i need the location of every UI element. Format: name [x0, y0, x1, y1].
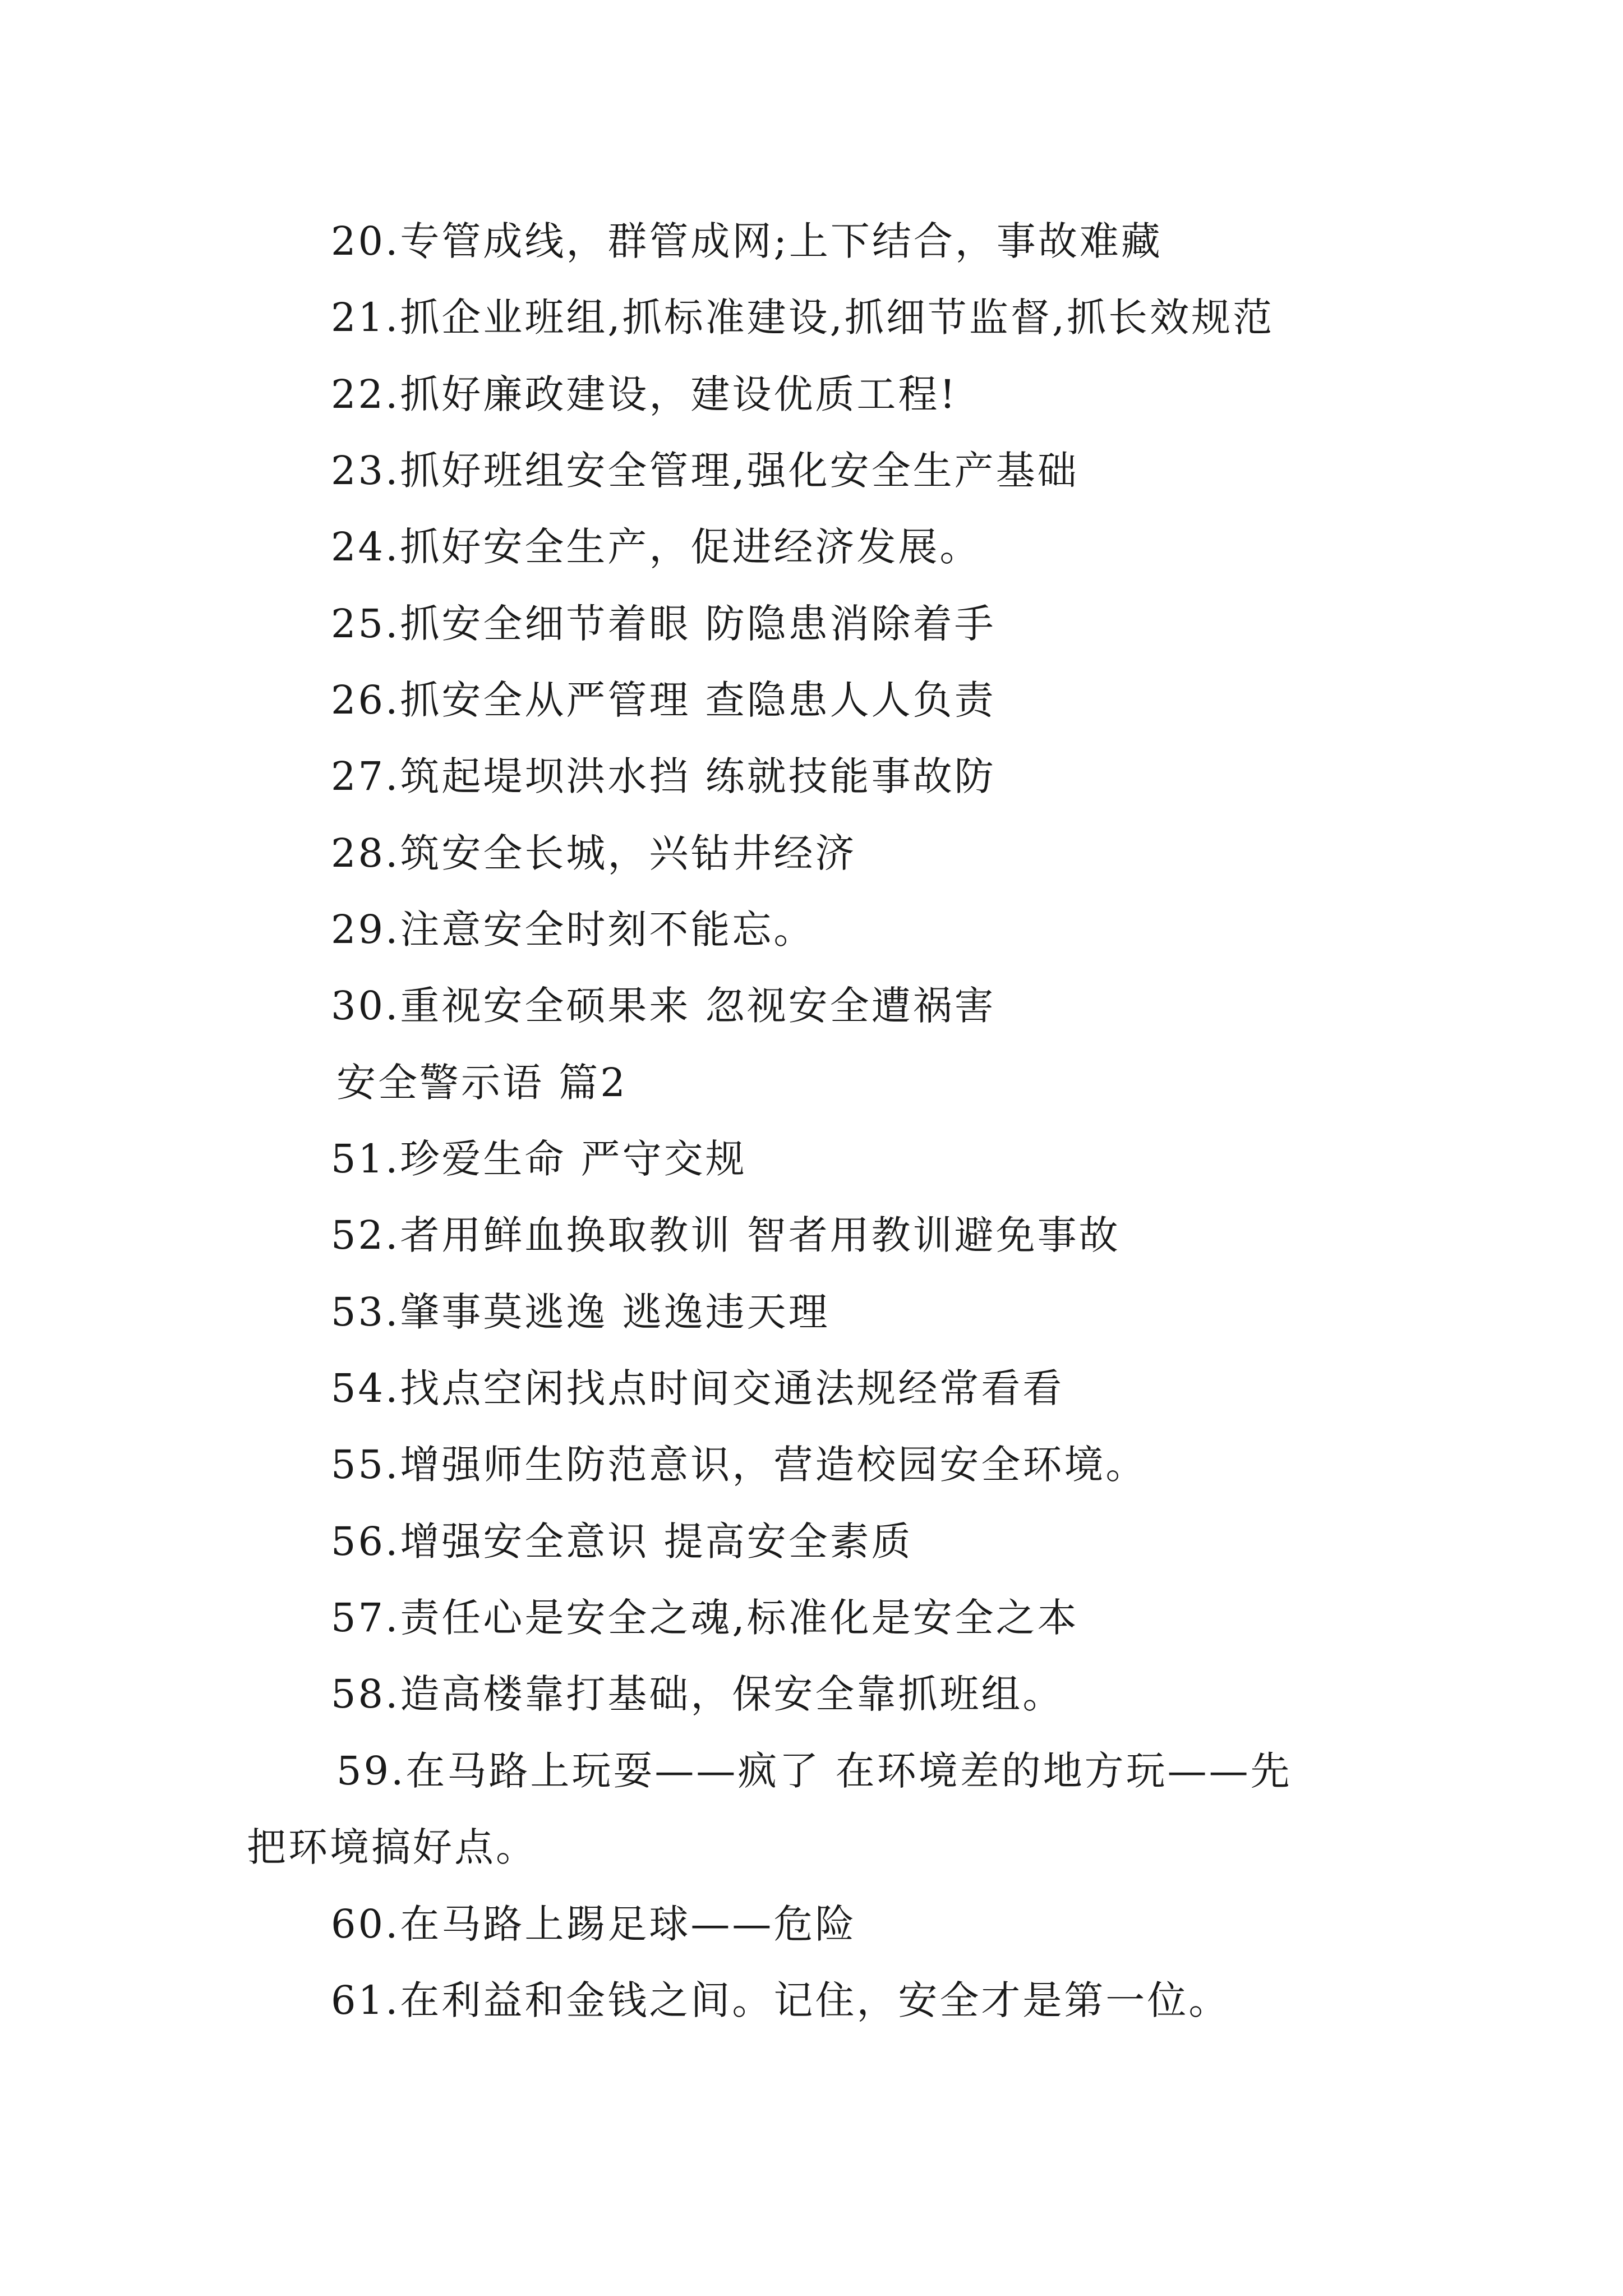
- slogan-line-20: 20.专管成线，群管成网;上下结合，事故难藏: [331, 218, 1163, 264]
- slogan-line-59-part1: 59.在马路上玩耍——疯了 在环境差的地方玩——先: [336, 1748, 1292, 1794]
- slogan-line-25: 25.抓安全细节着眼 防隐患消除着手: [331, 601, 996, 647]
- slogan-line-29: 29.注意安全时刻不能忘。: [331, 907, 815, 953]
- slogan-line-26: 26.抓安全从严管理 查隐患人人负责: [331, 677, 996, 723]
- slogan-line-23: 23.抓好班组安全管理,强化安全生产基础: [331, 448, 1079, 494]
- slogan-line-56: 56.增强安全意识 提高安全素质: [331, 1519, 913, 1565]
- slogan-line-55: 55.增强师生防范意识，营造校园安全环境。: [331, 1442, 1147, 1488]
- slogan-line-27: 27.筑起堤坝洪水挡 练就技能事故防: [331, 753, 996, 799]
- slogan-line-58: 58.造高楼靠打基础，保安全靠抓班组。: [331, 1671, 1064, 1717]
- slogan-line-54: 54.找点空闲找点时间交通法规经常看看: [331, 1365, 1064, 1411]
- slogan-line-59-part2: 把环境搞好点。: [247, 1824, 537, 1870]
- slogan-line-28: 28.筑安全长城，兴钻井经济: [331, 830, 857, 876]
- slogan-line-51: 51.珍爱生命 严守交规: [331, 1136, 747, 1182]
- slogan-line-61: 61.在利益和金钱之间。记住，安全才是第一位。: [331, 1977, 1230, 2023]
- slogan-line-24: 24.抓好安全生产，促进经济发展。: [331, 524, 981, 570]
- slogan-line-21: 21.抓企业班组,抓标准建设,抓细节监督,抓长效规范: [331, 295, 1275, 341]
- slogan-line-57: 57.责任心是安全之魂,标准化是安全之本: [331, 1595, 1079, 1641]
- slogan-line-30: 30.重视安全硕果来 忽视安全遭祸害: [331, 983, 996, 1029]
- section-heading: 安全警示语 篇2: [336, 1060, 628, 1106]
- slogan-line-60: 60.在马路上踢足球——危险: [331, 1901, 857, 1947]
- slogan-line-53: 53.肇事莫逃逸 逃逸违天理: [331, 1289, 830, 1335]
- slogan-line-22: 22.抓好廉政建设，建设优质工程!: [331, 371, 958, 417]
- slogan-line-52: 52.者用鲜血换取教训 智者用教训避免事故: [331, 1212, 1121, 1258]
